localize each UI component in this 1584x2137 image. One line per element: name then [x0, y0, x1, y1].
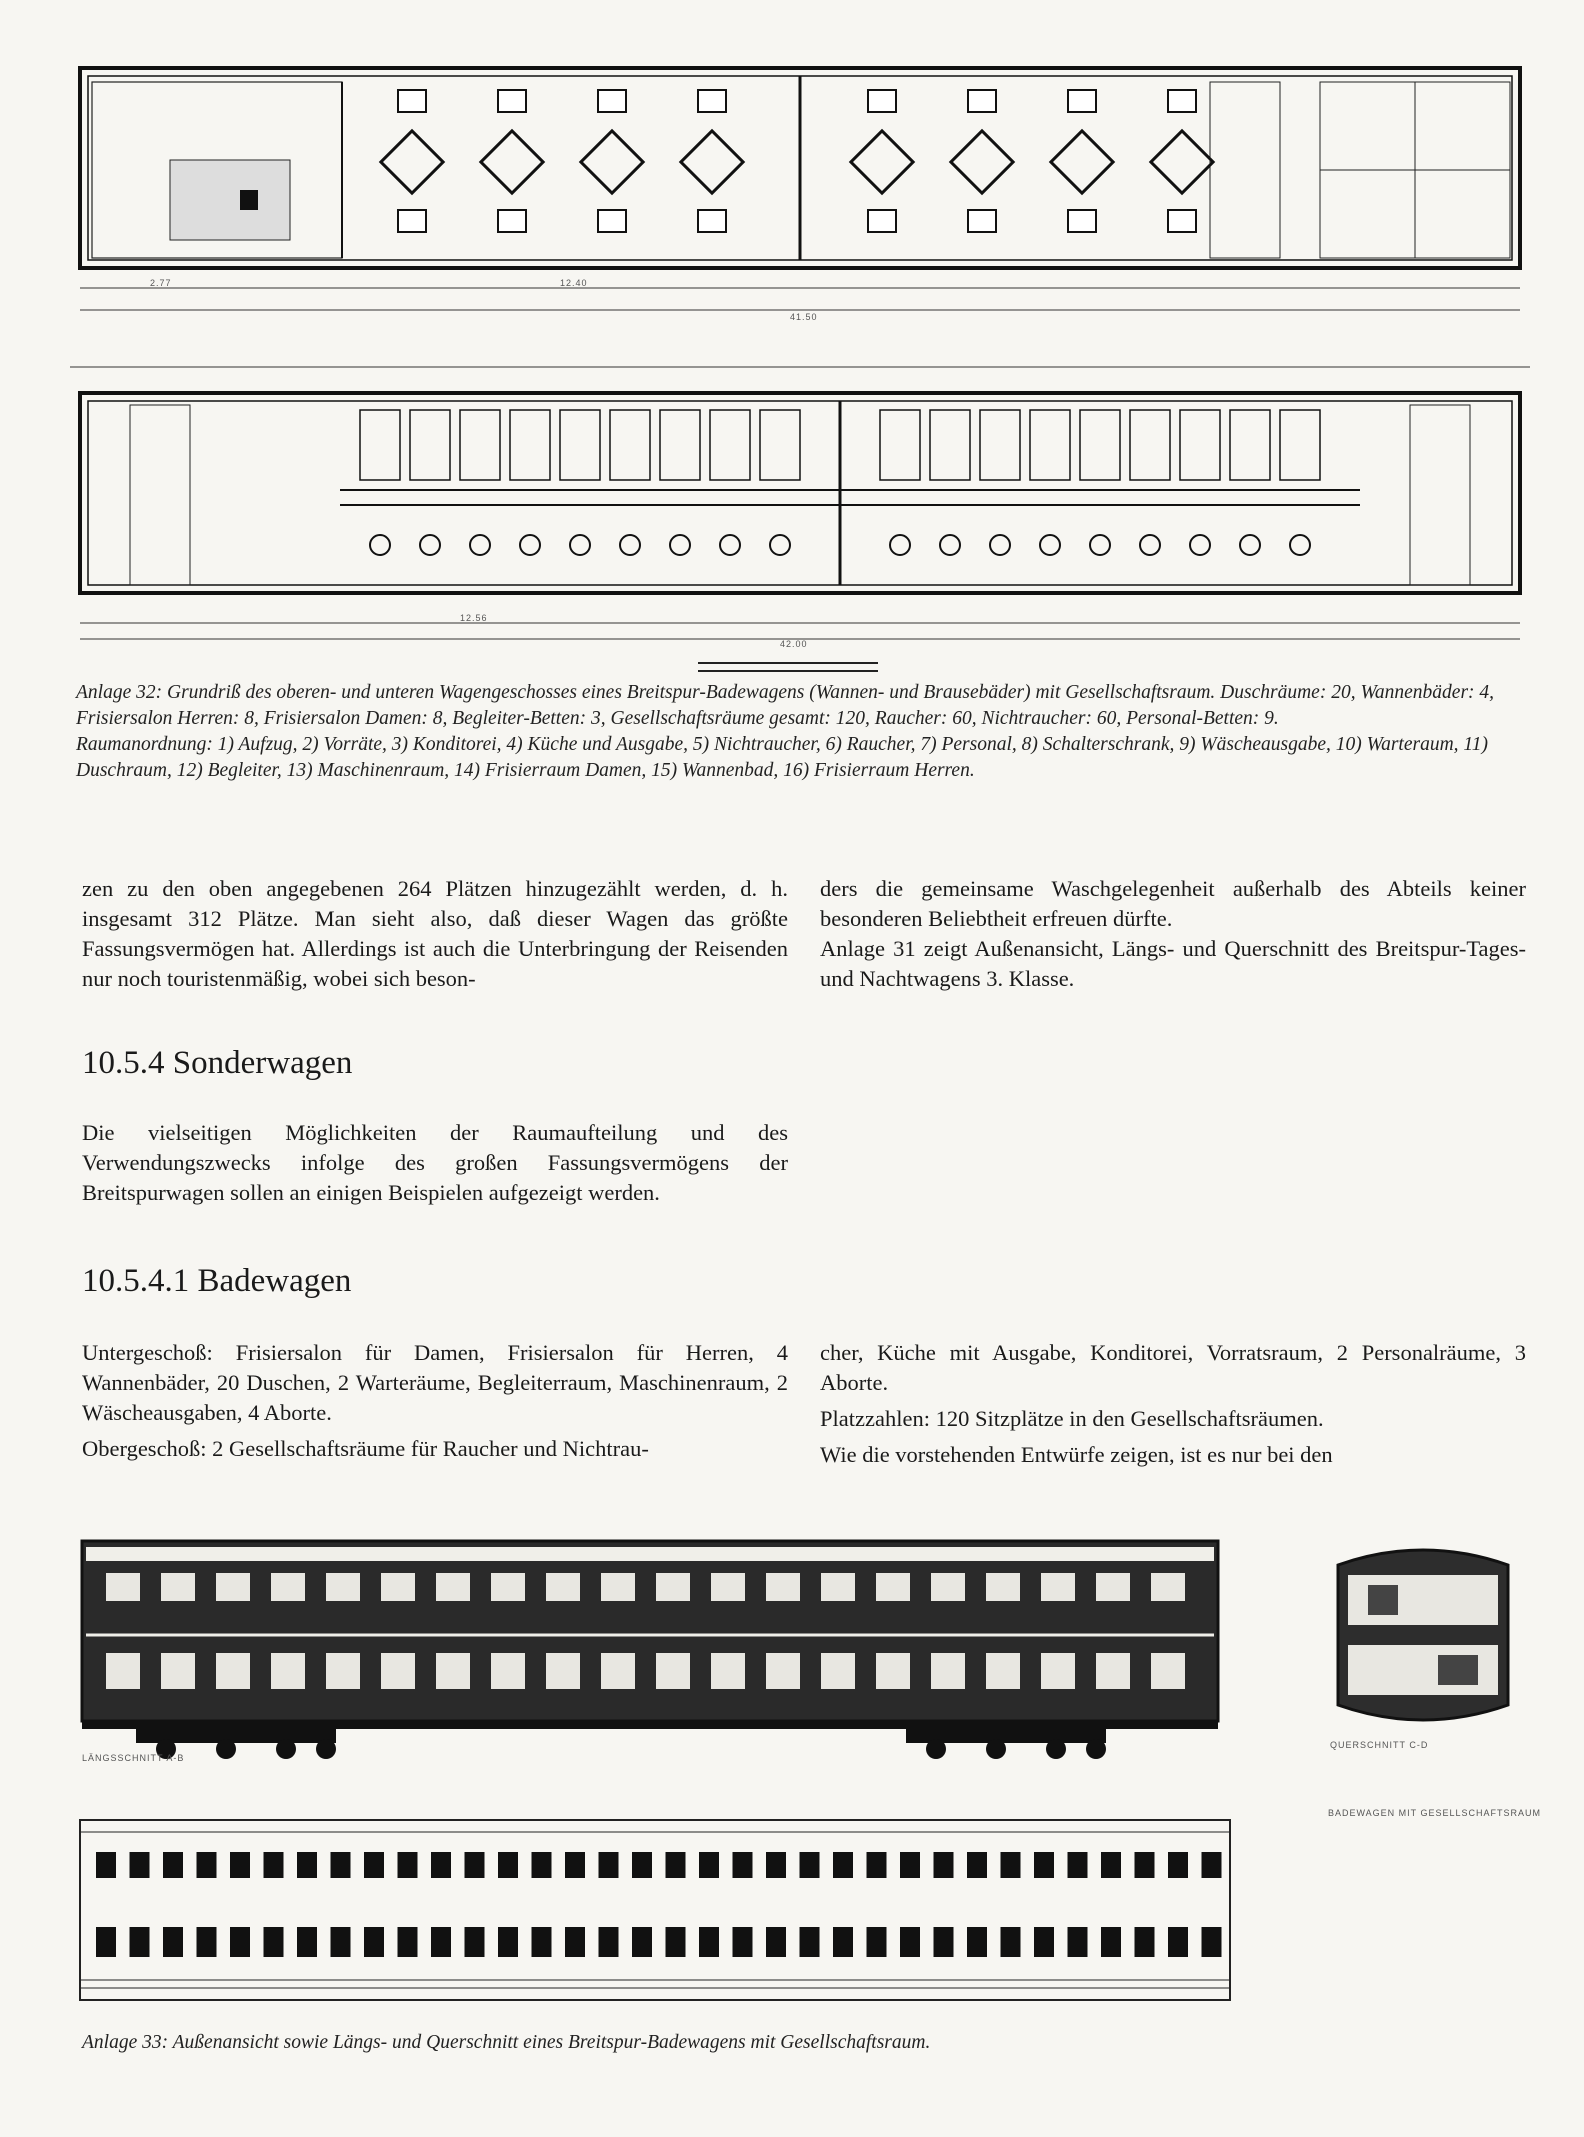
column-2-block-1 — [820, 874, 1526, 1000]
caption-anlage-33 — [82, 2030, 1382, 2056]
caption-33-text: Außenansicht sowie Längs- und Querschnitt eines Breitspur-Badewagens mit Gesellschaftsraum. — [172, 2032, 931, 2053]
label-badewagen-title: BADEWAGEN MIT GESELLSCHAFTSRAUM — [1328, 1808, 1542, 1818]
paragraph: Platzzahlen: 120 Sitzplätze in den Gesellschaftsräumen. — [820, 1406, 1324, 1431]
section-heading-sonderwagen: 10.5.4 Sonderwagen — [82, 1045, 353, 1081]
badewagen-column-1 — [82, 1338, 788, 1470]
upper-deck-floor-plan — [60, 60, 1540, 330]
caption-32-rooms: Raumanordnung: 1) Aufzug, 2) Vorräte, 3) Konditorei, 4) Küche und Ausgabe, 5) Nichtraucher, 6) Raucher, 7) Personal, 8) Schalterschrank, 9) Wäscheausgabe, 10) Warteraum, 11) Duschraum, 12) Begleiter, 13) Maschinenraum, 14) Frisierraum Damen, 15) Wannenbad, 16) Frisierraum Herren. — [76, 734, 1488, 781]
badewagen-column-2 — [820, 1338, 1526, 1476]
paragraph: Die vielseitigen Möglichkeiten der Raumaufteilung und des Verwendungszwecks infolge des großen Fassungsvermögens der Breitspurwagen sollen an einigen Beispielen aufgezeigt werden. — [82, 1120, 788, 1205]
caption-33-lead: Anlage 33: — [82, 2032, 169, 2053]
column-1-block-1 — [82, 874, 788, 1000]
dimension-top-mid: 12.40 — [560, 278, 588, 288]
label-laengsschnitt: LÄNGSSCHNITT A-B — [82, 1753, 185, 1763]
lower-deck-floor-plan — [60, 355, 1540, 655]
paragraph: Obergeschoß: 2 Gesellschaftsräume für Raucher und Nichtrau- — [82, 1436, 649, 1461]
section-heading-badewagen: 10.5.4.1 Badewagen — [82, 1263, 352, 1299]
longitudinal-section-drawing — [76, 1535, 1226, 1765]
dimension-bottom-total: 42.00 — [780, 639, 808, 649]
dimension-bottom-mid: 12.56 — [460, 613, 488, 623]
exterior-view-drawing — [76, 1812, 1236, 2012]
sonderwagen-paragraph-block — [82, 1118, 788, 1214]
caption-32-lead: Anlage 32: — [76, 682, 163, 703]
paragraph: Anlage 31 zeigt Außenansicht, Längs- und Querschnitt des Breitspur-Tages- und Nachtwagens 3. Klasse. — [820, 936, 1526, 991]
dimension-top-left: 2.77 — [150, 278, 172, 288]
caption-anlage-32 — [76, 680, 1528, 784]
paragraph: zen zu den oben angegebenen 264 Plätzen hinzugezählt werden, d. h. insgesamt 312 Plätze. Man sieht also, daß dieser Wagen das größte Fassungsvermögen hat. Allerdings ist auch die Unterbringung der Reisenden nur noch touristenmäßig, wobei sich beson- — [82, 876, 788, 991]
paragraph: Untergeschoß: Frisiersalon für Damen, Frisiersalon für Herren, 4 Wannenbäder, 20 Duschen, 2 Warteräume, Begleiterraum, Maschinenraum, 2 Wäscheausgaben, 4 Aborte. — [82, 1340, 788, 1425]
caption-32-text: Grundriß des oberen- und unteren Wagengeschosses eines Breitspur-Badewagens (Wannen- und Brausebäder) mit Gesellschaftsraum. Duschräume: 20, Wannenbäder: 4, Frisiersalon Herren: 8, Frisiersalon Damen: 8, Begleiter-Betten: 3, Gesellschaftsräume gesamt: 120, Raucher: 60, Nichtraucher: 60, Personal-Betten: 9. — [76, 682, 1495, 729]
dimension-top-total: 41.50 — [790, 312, 818, 322]
scale-bar — [698, 662, 878, 672]
label-querschnitt: QUERSCHNITT C-D — [1330, 1740, 1429, 1750]
cross-section-drawing — [1328, 1535, 1518, 1735]
paragraph: ders die gemeinsame Waschgelegenheit außerhalb des Abteils keiner besonderen Beliebtheit erfreuen dürfte. — [820, 876, 1526, 931]
paragraph: Wie die vorstehenden Entwürfe zeigen, ist es nur bei den — [820, 1442, 1333, 1467]
paragraph: cher, Küche mit Ausgabe, Konditorei, Vorratsraum, 2 Personalräume, 3 Aborte. — [820, 1340, 1526, 1395]
